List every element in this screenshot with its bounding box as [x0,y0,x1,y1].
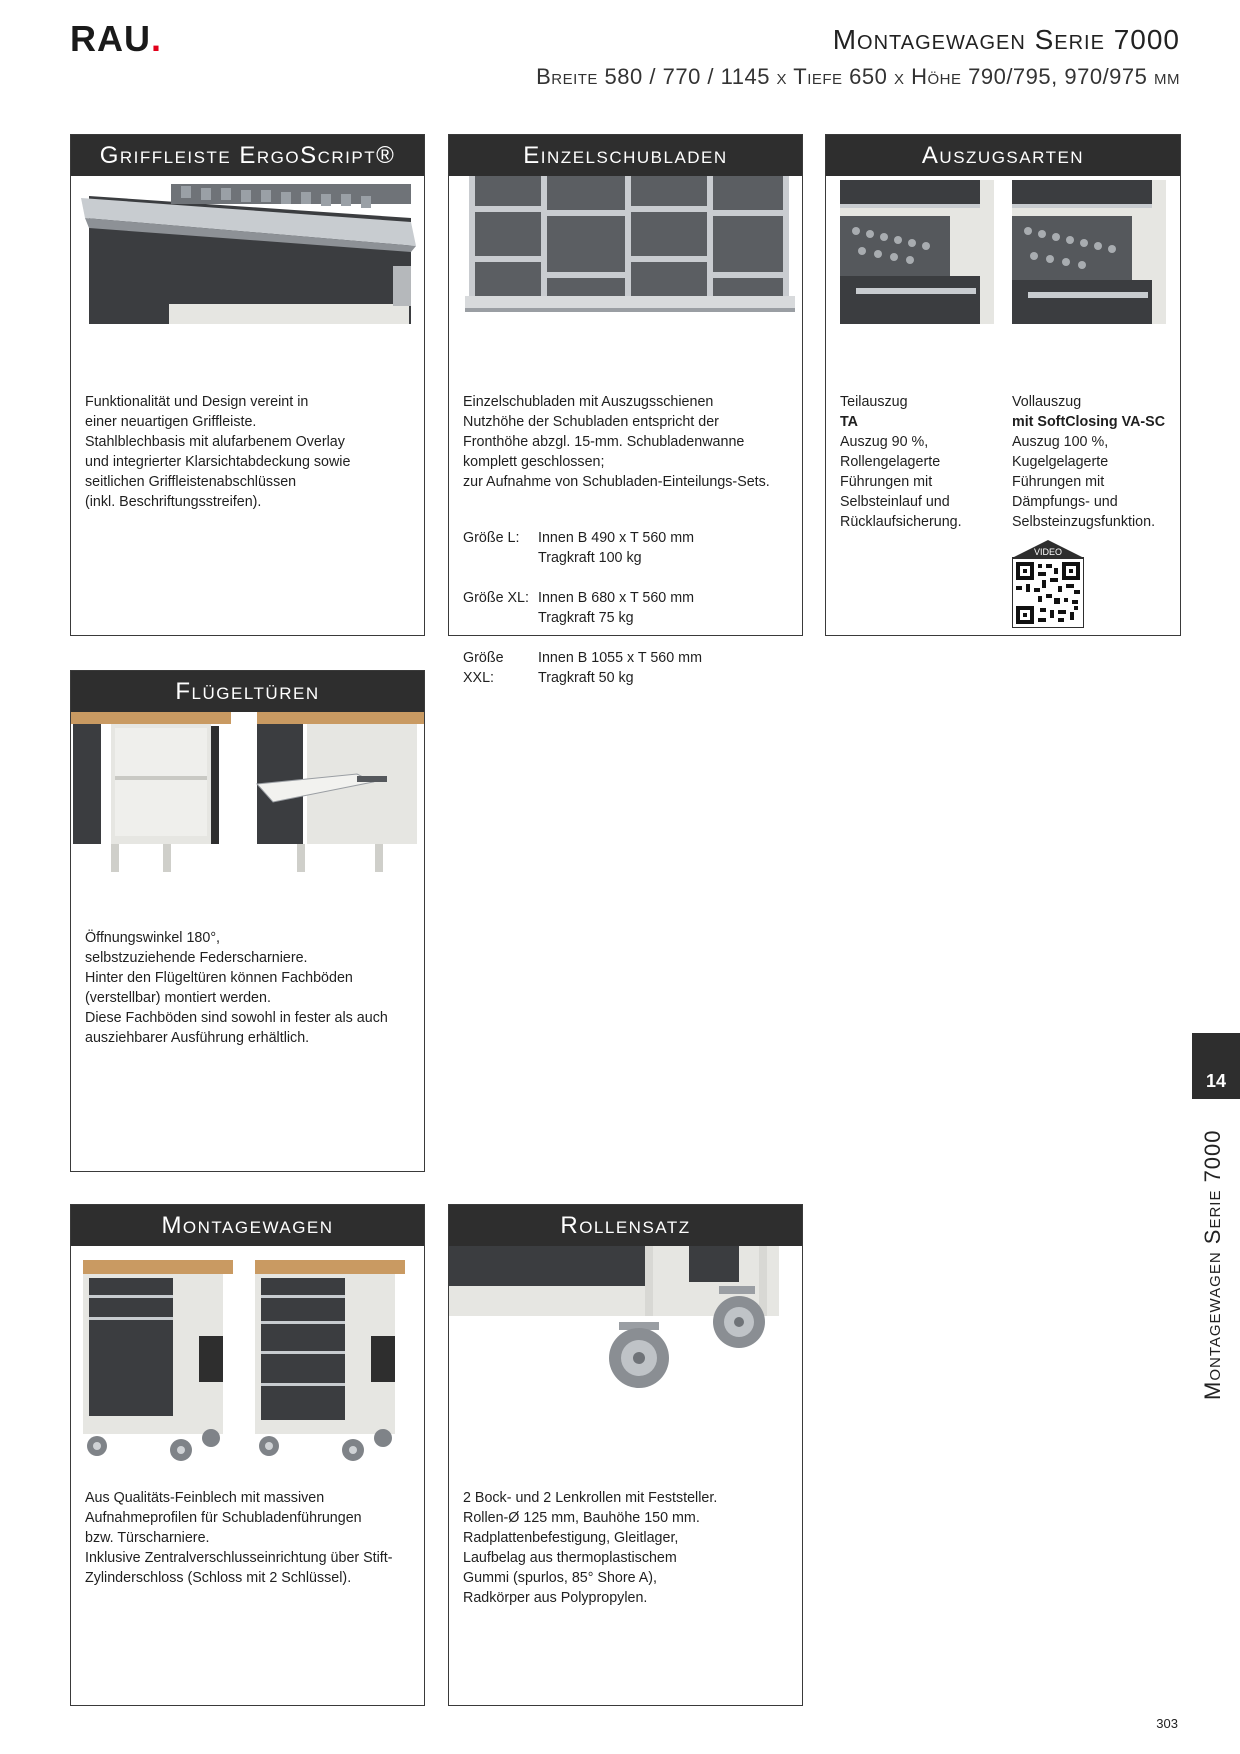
fluegeltueren-image [71,712,424,872]
chapter-tab[interactable] [1192,1033,1240,1099]
page-subtitle: Breite 580 / 770 / 1145 x Tiefe 650 x Höhe 790/795, 970/975 mm [536,64,1180,89]
vollauszug-heading: Vollauszug [1012,394,1082,410]
montagewagen-image [71,1246,424,1464]
card-auszugsarten [825,134,1181,636]
brand-logo [70,18,162,60]
card-montagewagen [70,1204,425,1706]
card-title: Einzelschubladen [449,135,802,176]
side-chapter-label: Montagewagen Serie 7000 [1200,1129,1225,1400]
card-fluegeltueren [70,670,425,1172]
einzelschubladen-image [449,176,802,324]
teilauszug-code: TA [840,414,858,430]
card-einzelschubladen [448,134,803,686]
spec-row [463,528,792,568]
card-title: Auszugsarten [826,135,1180,176]
griffleiste-description: Funktionalität und Design vereint in einer neuartigen Griffleiste. Stahlblechbasis mit alufarbenem Overlay und integrierter Klarsichtabdeckung sowie seitlichen Griffleistenabschlüssen (inkl. Beschriftungsstreifen). [85,394,351,510]
chapter-number: 14 [1205,1071,1227,1091]
spec-label: Größe XXL: [463,650,504,686]
auszugsarten-image [826,176,1180,324]
spec-value: Innen B 680 x T 560 mm Tragkraft 75 kg [538,590,695,626]
card-title: Rollensatz [449,1205,802,1246]
spec-value: Innen B 490 x T 560 mm Tragkraft 100 kg [538,530,695,566]
spec-label: Größe XL: [463,590,529,606]
fluegeltueren-description: Öffnungswinkel 180°, selbstzuziehende Federscharniere. Hinter den Flügeltüren können Fachböden (verstellbar) montiert werden. Diese Fachböden sind sowohl in fester als auch ausziehbarer Ausführung erhältlich. [85,930,388,1046]
rollensatz-description: 2 Bock- und 2 Lenkrollen mit Feststeller. Rollen-Ø 125 mm, Bauhöhe 150 mm. Radplattenbefestigung, Gleitlager, Laufbelag aus thermoplastischem Gummi (spurlos, 85° Shore A), Radkörper aus Polypropylen. [463,1490,718,1606]
teilauszug-heading: Teilauszug [840,394,908,410]
card-title: Montagewagen [71,1205,424,1246]
einzelschubladen-description: Einzelschubladen mit Auszugsschienen Nutzhöhe der Schubladen entspricht der Fronthöhe abzgl. 15-mm. Schubladenwanne komplett geschlossen; zur Aufnahme von Schubladen-Einteilungs-Sets. [463,394,770,490]
teilauszug-details: Auszug 90 %, Rollengelagerte Führungen mit Selbsteinlauf und Rücklaufsicherung. [840,434,962,530]
rollensatz-image [449,1246,802,1406]
logo-text: RAU [70,18,151,59]
montagewagen-description: Aus Qualitäts-Feinblech mit massiven Aufnahmeprofilen für Schubladenführungen bzw. Türscharniere. Inklusive Zentralverschlusseinrichtung über Stift- Zylinderschloss (Schloss mit 2 Schlüssel). [85,1490,393,1586]
page-title: Montagewagen Serie 7000 [832,24,1180,55]
auszug-teilauszug [840,392,1000,532]
griffleiste-image [71,176,424,324]
einzelschubladen-specs [463,508,792,708]
spec-value: Innen B 1055 x T 560 mm Tragkraft 50 kg [538,650,702,686]
card-griffleiste [70,134,425,636]
logo-dot: . [151,18,163,59]
page-number: 303 [1156,1716,1178,1731]
card-rollensatz [448,1204,803,1706]
vollauszug-code: mit SoftClosing VA-SC [1012,414,1166,430]
video-qr-code[interactable] [1012,540,1084,632]
qr-video-label: VIDEO [1033,547,1063,557]
spec-label: Größe L: [463,530,520,546]
qr-code-icon [1012,540,1084,628]
spec-row [463,588,792,628]
card-title: Griffleiste ErgoScript® [71,135,424,176]
card-title: Flügeltüren [71,671,424,712]
spec-row [463,648,792,688]
auszug-vollauszug [1012,392,1177,532]
vollauszug-details: Auszug 100 %, Kugelgelagerte Führungen mit Dämpfungs- und Selbsteinzugsfunktion. [1012,434,1156,530]
